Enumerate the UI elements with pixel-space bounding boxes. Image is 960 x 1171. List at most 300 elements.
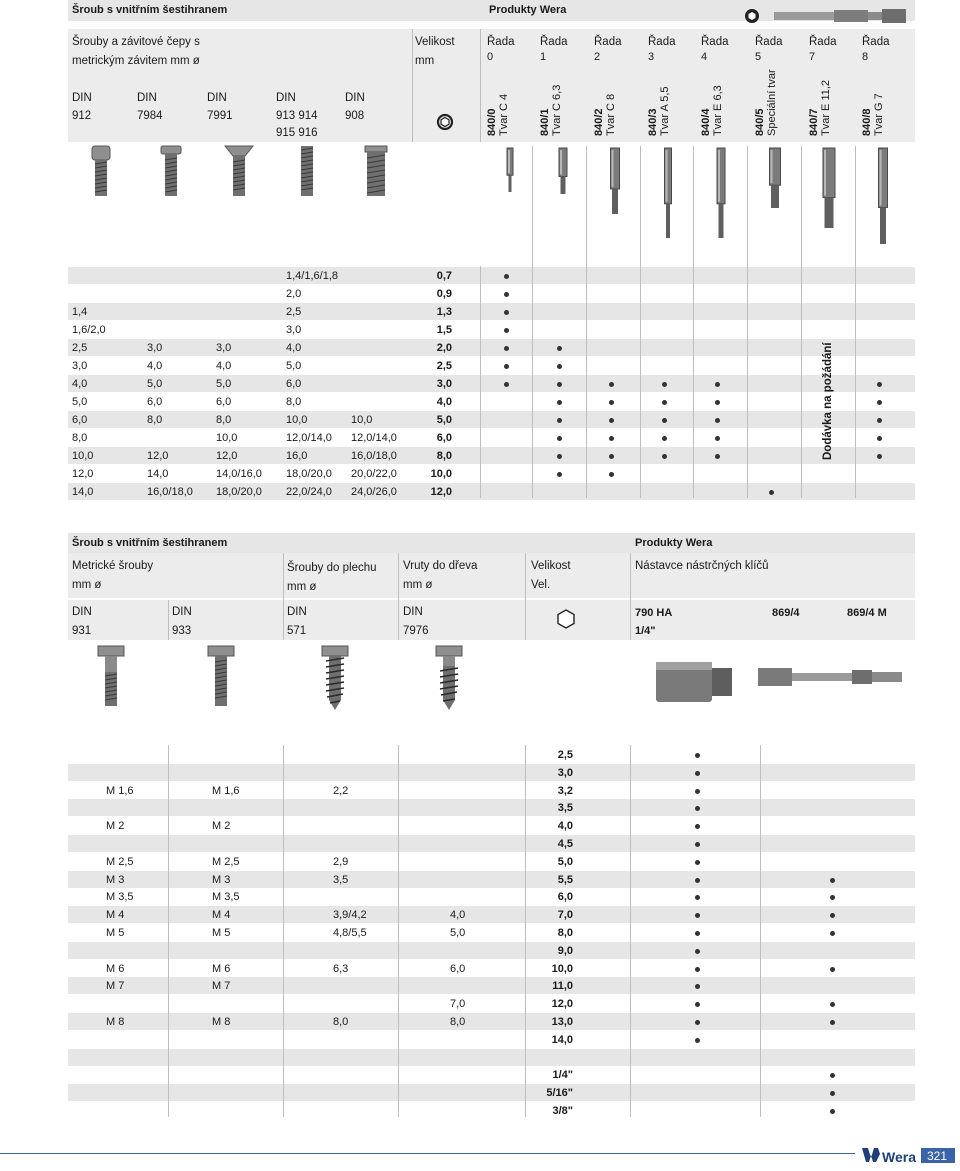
table-cell: 3,0	[216, 342, 232, 354]
table-cell: 4,0	[147, 360, 163, 372]
din-label: DIN	[345, 92, 365, 104]
din-label: DIN	[403, 606, 423, 618]
bottom-data-separator	[760, 745, 761, 1117]
hexagon-icon	[556, 609, 576, 629]
size-cell: 1,5	[436, 324, 452, 336]
table-cell: 6,0	[72, 414, 88, 426]
bottom-section-title: Šroub s vnitřním šestihranem	[72, 537, 228, 549]
table-cell: 6,3	[333, 963, 349, 975]
table-cell: 5,0	[286, 360, 302, 372]
table-row	[68, 285, 915, 302]
table-cell: M 6	[212, 963, 231, 975]
size-cell: 0,7	[436, 270, 452, 282]
product-code: 790 HA	[635, 607, 673, 619]
bit-drawing-icon	[817, 148, 841, 232]
availability-dot	[769, 490, 774, 495]
availability-dot	[877, 454, 882, 459]
availability-dot	[877, 436, 882, 441]
table-cell: 2,2	[333, 785, 349, 797]
table-cell: 3,0	[147, 342, 163, 354]
series-rada-label: Řada	[487, 36, 515, 48]
table-cell: M 3,5	[106, 891, 134, 903]
table-cell: 6,0	[147, 396, 163, 408]
table-row	[68, 853, 915, 870]
table-row	[68, 764, 915, 781]
series-code: 840/4	[700, 108, 712, 136]
size-cell: 1,3	[436, 306, 452, 318]
table-cell: 8,0	[72, 432, 88, 444]
series-shape: Tvar C 4	[497, 93, 510, 136]
size-cell: 6,0	[436, 432, 452, 444]
table-cell: 16,0/18,0	[351, 450, 397, 462]
table-cell: 14,0	[147, 468, 169, 480]
series-number: 3	[648, 51, 655, 63]
table-cell: M 5	[212, 927, 231, 939]
availability-dot	[504, 328, 509, 333]
table-row	[68, 411, 915, 428]
series-code: 840/5	[754, 108, 766, 136]
din-label: DIN	[72, 606, 92, 618]
top-data-separator	[640, 146, 641, 498]
table-cell: 8,0	[450, 1016, 466, 1028]
availability-dot	[877, 400, 882, 405]
availability-dot	[830, 1091, 835, 1096]
bottom-data-separator	[398, 745, 399, 1117]
product-code: 869/4 M	[847, 607, 887, 619]
size-cell: 11,0	[552, 980, 573, 992]
availability-dot	[695, 931, 700, 936]
plug-screw-icon	[364, 146, 390, 196]
table-cell: 8,0	[147, 414, 163, 426]
availability-dot	[830, 913, 835, 918]
series-number: 2	[594, 51, 601, 63]
din-number-2: 915 916	[276, 127, 318, 139]
bit-drawing-icon	[709, 148, 733, 242]
table-cell: M 5	[106, 927, 125, 939]
availability-dot	[877, 418, 882, 423]
series-shape: Tvar C 8	[604, 93, 617, 136]
top-data-separator	[480, 266, 481, 498]
size-cell: 5,5	[557, 874, 573, 886]
table-cell: 4,0	[450, 909, 466, 921]
table-cell: M 2	[106, 820, 125, 832]
table-cell: M 6	[106, 963, 125, 975]
series-shape: Speciální tvar	[765, 69, 778, 136]
availability-dot	[830, 1073, 835, 1078]
table-cell: 12,0	[147, 450, 169, 462]
series-code: 840/8	[861, 108, 873, 136]
availability-dot	[830, 895, 835, 900]
table-cell: 18,0/20,0	[286, 468, 332, 480]
table-cell: 8,0	[216, 414, 232, 426]
din-number: 7991	[207, 110, 233, 122]
table-cell: 10,0	[351, 414, 373, 426]
series-number: 1	[540, 51, 547, 63]
top-header-separator	[412, 29, 413, 142]
table-cell: 10,0	[286, 414, 308, 426]
size-cell: 5,0	[557, 856, 573, 868]
size-cell: 13,0	[551, 1016, 573, 1028]
availability-dot	[830, 1020, 835, 1025]
bit-drawing-icon	[603, 148, 627, 218]
table-cell: 6,0	[286, 378, 302, 390]
table-cell: 6,0	[450, 963, 466, 975]
size-cell: 3,0	[557, 767, 573, 779]
series-rada-label: Řada	[809, 36, 837, 48]
availability-dot	[557, 400, 562, 405]
series-code: 840/1	[539, 108, 551, 136]
din-number: 908	[345, 110, 365, 122]
table-cell: 2,9	[333, 856, 349, 868]
size-cell: 3/8"	[552, 1105, 573, 1117]
availability-dot	[715, 436, 720, 441]
din-label: DIN	[172, 606, 192, 618]
series-shape: Tvar C 6,3	[550, 84, 563, 136]
bottom-din-separator	[630, 553, 631, 640]
table-cell: M 4	[212, 909, 231, 921]
availability-dot	[715, 418, 720, 423]
availability-dot	[695, 1002, 700, 1007]
table-row	[68, 393, 915, 410]
top-data-separator	[532, 146, 533, 498]
availability-dot	[557, 454, 562, 459]
nutsetter-icon	[758, 666, 908, 690]
size-cell: 1/4"	[552, 1069, 573, 1081]
size-cell: 0,9	[436, 288, 452, 300]
top-data-separator	[801, 146, 802, 498]
table-row	[68, 977, 915, 994]
availability-dot	[609, 436, 614, 441]
countersunk-screw-icon	[225, 146, 255, 196]
table-cell: M 1,6	[212, 785, 240, 797]
table-cell: M 7	[106, 980, 125, 992]
availability-dot	[695, 1020, 700, 1025]
table-cell: M 4	[106, 909, 125, 921]
wood-screw-icon	[434, 646, 464, 712]
table-cell: 4,0	[72, 378, 88, 390]
table-row	[68, 746, 915, 763]
availability-dot	[695, 1038, 700, 1043]
availability-dot	[695, 949, 700, 954]
table-row	[68, 483, 915, 500]
din-number: 912	[72, 110, 92, 122]
table-row	[68, 375, 915, 392]
bottom-data-separator	[525, 745, 526, 1117]
series-code: 840/2	[593, 108, 605, 136]
page-number: 321	[927, 1149, 948, 1163]
hex-bolt-icon	[96, 646, 126, 708]
availability-dot	[504, 310, 509, 315]
size-cell: 4,0	[436, 396, 452, 408]
availability-dot	[557, 346, 562, 351]
size-cell: 5,0	[436, 414, 452, 426]
series-code-shape	[594, 94, 617, 136]
table-cell: 12,0/14,0	[286, 432, 332, 444]
product-sub: 1/4"	[635, 625, 656, 637]
series-number: 8	[862, 51, 869, 63]
availability-dot	[695, 842, 700, 847]
low-head-screw-icon	[160, 146, 184, 196]
bottom-wood-line1: Vruty do dřeva	[403, 560, 478, 572]
table-cell: 5,0	[216, 378, 232, 390]
table-row	[68, 799, 915, 816]
bottom-tools-label: Nástavce nástrčných klíčů	[635, 560, 769, 572]
table-cell: 8,0	[333, 1016, 349, 1028]
table-row	[68, 817, 915, 834]
table-cell: M 8	[212, 1016, 231, 1028]
top-data-separator	[693, 146, 694, 498]
series-code-shape	[540, 85, 563, 136]
table-cell: M 2,5	[106, 856, 134, 868]
availability-dot	[695, 967, 700, 972]
footer-rule	[0, 1153, 855, 1154]
bottom-data-separator	[168, 745, 169, 1117]
bottom-size-label: Velikost	[531, 560, 571, 572]
din-label: DIN	[287, 606, 307, 618]
bottom-wood-line2: mm ø	[403, 579, 433, 591]
series-shape: Tvar G 7	[872, 93, 885, 136]
size-cell: 2,5	[557, 749, 573, 761]
availability-dot	[695, 878, 700, 883]
series-code-shape	[487, 94, 510, 136]
availability-dot	[504, 292, 509, 297]
availability-dot	[830, 931, 835, 936]
table-row	[68, 888, 915, 905]
size-cell: 10,0	[551, 963, 573, 975]
size-cell: 14,0	[551, 1034, 573, 1046]
table-row	[68, 267, 915, 284]
size-cell: 3,0	[436, 378, 452, 390]
bottom-data-separator	[630, 745, 631, 1117]
table-cell: 2,5	[286, 306, 302, 318]
availability-dot	[609, 472, 614, 477]
table-cell: 18,0/20,0	[216, 486, 262, 498]
bottom-products-title: Produkty Wera	[635, 537, 713, 549]
size-cell: 8,0	[436, 450, 452, 462]
table-cell: 2,0	[286, 288, 302, 300]
availability-dot	[609, 418, 614, 423]
table-cell: 4,0	[286, 342, 302, 354]
bottom-header-band	[68, 553, 915, 598]
wera-logo-icon	[862, 1146, 882, 1164]
series-code: 840/3	[647, 108, 659, 136]
table-row	[68, 357, 915, 374]
series-shape: Tvar E 6,3	[711, 85, 724, 136]
din-label: DIN	[207, 92, 227, 104]
availability-dot	[695, 824, 700, 829]
table-cell: M 2	[212, 820, 231, 832]
availability-dot	[830, 967, 835, 972]
table-cell: 1,6/2,0	[72, 324, 106, 336]
table-cell: 8,0	[286, 396, 302, 408]
series-code-shape	[862, 93, 885, 136]
availability-dot	[557, 364, 562, 369]
availability-dot	[715, 454, 720, 459]
table-cell: 5,0	[450, 927, 466, 939]
table-row	[68, 1049, 915, 1066]
table-cell: 5,0	[147, 378, 163, 390]
availability-dot	[695, 806, 700, 811]
bottom-sheet-line2: mm ø	[287, 581, 317, 593]
series-rada-label: Řada	[594, 36, 622, 48]
table-row	[68, 782, 915, 799]
availability-dot	[695, 895, 700, 900]
set-screw-icon	[298, 146, 318, 196]
din-number: 571	[287, 625, 307, 637]
table-cell: 10,0	[72, 450, 94, 462]
availability-dot	[609, 400, 614, 405]
table-cell: 10,0	[216, 432, 238, 444]
availability-dot	[715, 400, 720, 405]
table-row	[68, 924, 915, 941]
bottom-metric-line1: Metrické šrouby	[72, 560, 154, 572]
size-cell: 12,0	[430, 486, 452, 498]
bit-drawing-icon	[763, 148, 787, 212]
series-number: 7	[809, 51, 816, 63]
top-data-separator	[586, 146, 587, 498]
availability-dot	[557, 382, 562, 387]
series-rada-label: Řada	[648, 36, 676, 48]
top-metric-line1: Šrouby a závitové čepy s	[72, 36, 200, 48]
availability-dot	[695, 913, 700, 918]
table-row	[68, 429, 915, 446]
size-cell: 9,0	[557, 945, 573, 957]
availability-dot	[504, 274, 509, 279]
series-shape: Tvar A 5,5	[658, 86, 671, 136]
availability-dot	[877, 382, 882, 387]
hex-screw-icon	[206, 646, 236, 708]
table-row	[68, 321, 915, 338]
series-code: 840/7	[808, 108, 820, 136]
table-cell: 3,0	[286, 324, 302, 336]
top-size-label: Velikost	[415, 36, 455, 48]
top-data-separator	[747, 146, 748, 498]
availability-dot	[504, 382, 509, 387]
bottom-din-band	[68, 600, 915, 640]
series-code-shape	[701, 85, 724, 136]
on-request-label: Dodávka na požádání	[822, 342, 834, 460]
table-row	[68, 906, 915, 923]
table-row	[68, 1084, 915, 1101]
bit-drawing-icon	[551, 148, 575, 198]
table-cell: M 3,5	[212, 891, 240, 903]
table-cell: 7,0	[450, 998, 466, 1010]
availability-dot	[504, 364, 509, 369]
table-cell: M 2,5	[212, 856, 240, 868]
bit-drawing-icon	[498, 148, 522, 196]
size-cell: 2,5	[436, 360, 452, 372]
product-code: 869/4	[772, 607, 800, 619]
table-cell: 1,4/1,6/1,8	[286, 270, 338, 282]
table-row	[68, 303, 915, 320]
bottom-sheet-line1: Šrouby do plechu	[287, 562, 377, 574]
table-cell: 22,0/24,0	[286, 486, 332, 498]
size-cell: 3,2	[557, 785, 573, 797]
availability-dot	[662, 436, 667, 441]
table-cell: M 8	[106, 1016, 125, 1028]
table-cell: M 3	[106, 874, 125, 886]
availability-dot	[504, 346, 509, 351]
availability-dot	[662, 454, 667, 459]
series-code-shape	[809, 80, 832, 136]
table-cell: 1,4	[72, 306, 88, 318]
top-metric-line2: metrickým závitem mm ø	[72, 55, 200, 67]
din-number: 931	[72, 625, 92, 637]
size-cell: 2,0	[436, 342, 452, 354]
bottom-metric-line2: mm ø	[72, 579, 102, 591]
table-cell: 3,9/4,2	[333, 909, 367, 921]
series-code: 840/0	[486, 108, 498, 136]
top-section-title: Šroub s vnitřním šestihranem	[72, 4, 228, 16]
bottom-data-separator	[283, 745, 284, 1117]
bottom-din-separator	[168, 600, 169, 640]
size-cell: 6,0	[557, 891, 573, 903]
availability-dot	[695, 789, 700, 794]
table-cell: 16,0	[286, 450, 308, 462]
socket-head-screw-icon	[90, 146, 114, 196]
bit-drawing-icon	[656, 148, 680, 242]
table-row	[68, 871, 915, 888]
table-cell: 2,5	[72, 342, 88, 354]
availability-dot	[830, 1109, 835, 1114]
size-cell: 4,0	[557, 820, 573, 832]
series-rada-label: Řada	[862, 36, 890, 48]
availability-dot	[557, 418, 562, 423]
table-cell: 12,0	[72, 468, 94, 480]
table-cell: 3,0	[72, 360, 88, 372]
table-row	[68, 835, 915, 852]
table-cell: 12,0	[216, 450, 238, 462]
bottom-size-unit: Vel.	[531, 579, 551, 591]
din-number: 7976	[403, 625, 429, 637]
socket-adapter-icon	[656, 656, 736, 706]
size-cell: 8,0	[557, 927, 573, 939]
availability-dot	[557, 472, 562, 477]
din-label: DIN	[72, 92, 92, 104]
availability-dot	[662, 382, 667, 387]
table-row	[68, 465, 915, 482]
table-cell: 14,0/16,0	[216, 468, 262, 480]
din-label: DIN	[137, 92, 157, 104]
table-cell: 20,0/22,0	[351, 468, 397, 480]
table-cell: 4,8/5,5	[333, 927, 367, 939]
availability-dot	[695, 771, 700, 776]
table-cell: 12,0/14,0	[351, 432, 397, 444]
table-cell: M 7	[212, 980, 231, 992]
series-rada-label: Řada	[540, 36, 568, 48]
bottom-din-separator	[398, 553, 399, 640]
series-rada-label: Řada	[701, 36, 729, 48]
top-products-title: Produkty Wera	[489, 4, 567, 16]
table-row	[68, 1031, 915, 1048]
table-cell: 6,0	[216, 396, 232, 408]
top-header-separator	[480, 29, 481, 142]
table-cell: 14,0	[72, 486, 94, 498]
series-code-shape	[755, 69, 778, 136]
availability-dot	[830, 1002, 835, 1007]
availability-dot	[557, 436, 562, 441]
availability-dot	[662, 400, 667, 405]
series-number: 0	[487, 51, 494, 63]
availability-dot	[609, 454, 614, 459]
wera-brand: Wera	[882, 1149, 916, 1165]
table-row	[68, 942, 915, 959]
series-number: 5	[755, 51, 762, 63]
table-row	[68, 1102, 915, 1119]
bottom-din-separator	[283, 553, 284, 640]
availability-dot	[695, 753, 700, 758]
table-cell: 4,0	[216, 360, 232, 372]
